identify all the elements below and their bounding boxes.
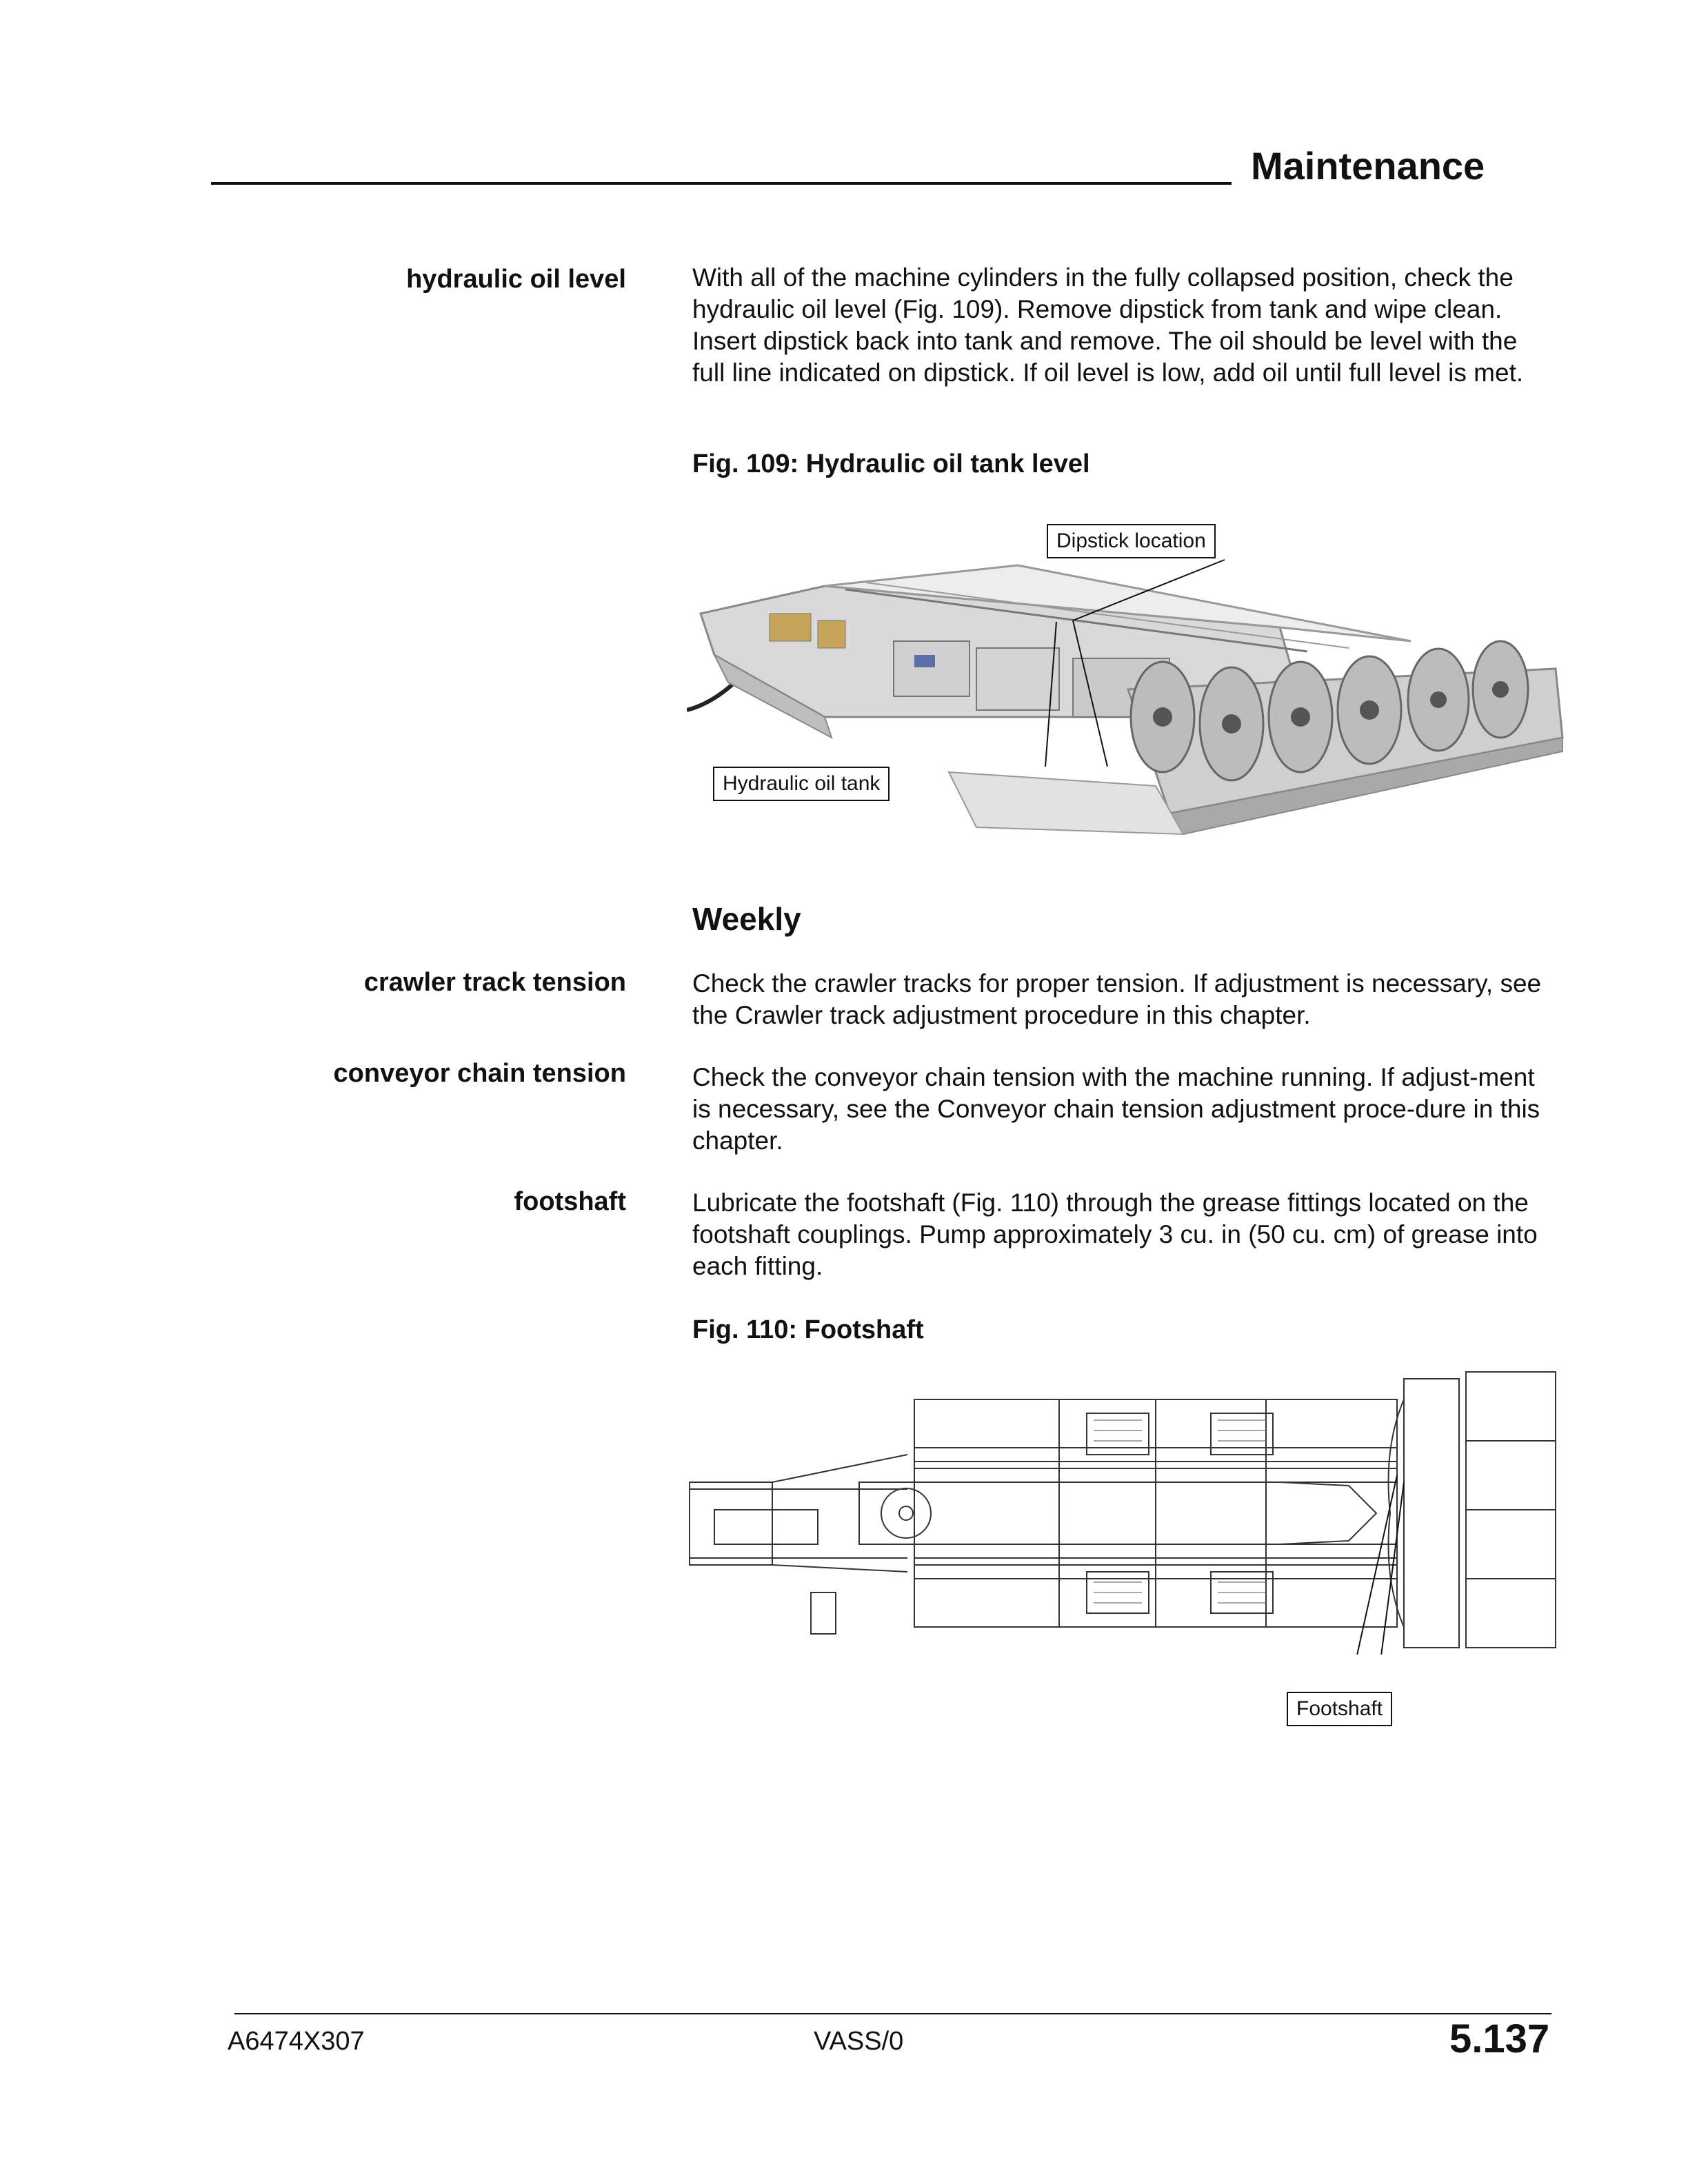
paragraph-footshaft: Lubricate the footshaft (Fig. 110) through the grease fittings located on the footshaft couplings. Pump approximately 3 cu. in (50 cu. cm) of grease into each fitting.: [692, 1189, 1538, 1280]
paragraph-conveyor-chain-tension: Check the conveyor chain tension with the machine running. If adjust-ment is necessary, see the Conveyor chain tension adjustment proce-dure in this chapter.: [692, 1063, 1540, 1155]
footer-rule: [234, 2013, 1551, 2014]
paragraph-crawler-track-tension: Check the crawler tracks for proper tension. If adjustment is necessary, see the Crawler track adjustment procedure in this chapter.: [692, 969, 1542, 1029]
side-label-crawler-track-tension: crawler track tension: [363, 968, 626, 997]
callout-footshaft: Footshaft: [1287, 1692, 1392, 1726]
figure-caption-109: Fig. 109: Hydraulic oil tank level: [692, 449, 1090, 478]
paragraph-hydraulic-oil-level: With all of the machine cylinders in the fully collapsed position, check the hydraulic oil level (Fig. 109). Remove dipstick from tank and wipe clean. Insert dipstick back into tank and remove. The oil should be level with the full line indicated on dipstick. If oil level is low, add oil until full level is met.: [692, 263, 1524, 387]
figure-110-footshaft-drawing: [687, 1365, 1560, 1655]
side-label-footshaft: footshaft: [514, 1187, 626, 1216]
section-title: Maintenance: [1251, 144, 1485, 188]
footer-version: VASS/0: [814, 2027, 904, 2056]
side-label-hydraulic-oil-level: hydraulic oil level: [406, 265, 626, 294]
footer-page-number: 5.137: [1449, 2016, 1550, 2061]
figure-109-machine-illustration: [687, 510, 1569, 855]
header-rule: [211, 182, 1232, 185]
weekly-heading: Weekly: [692, 901, 801, 937]
callout-hydraulic-oil-tank: Hydraulic oil tank: [713, 767, 890, 801]
side-label-conveyor-chain-tension: conveyor chain tension: [333, 1059, 626, 1088]
figure-caption-110: Fig. 110: Footshaft: [692, 1315, 924, 1344]
callout-dipstick-location: Dipstick location: [1047, 524, 1216, 558]
footer-doc-number: A6474X307: [228, 2027, 365, 2056]
